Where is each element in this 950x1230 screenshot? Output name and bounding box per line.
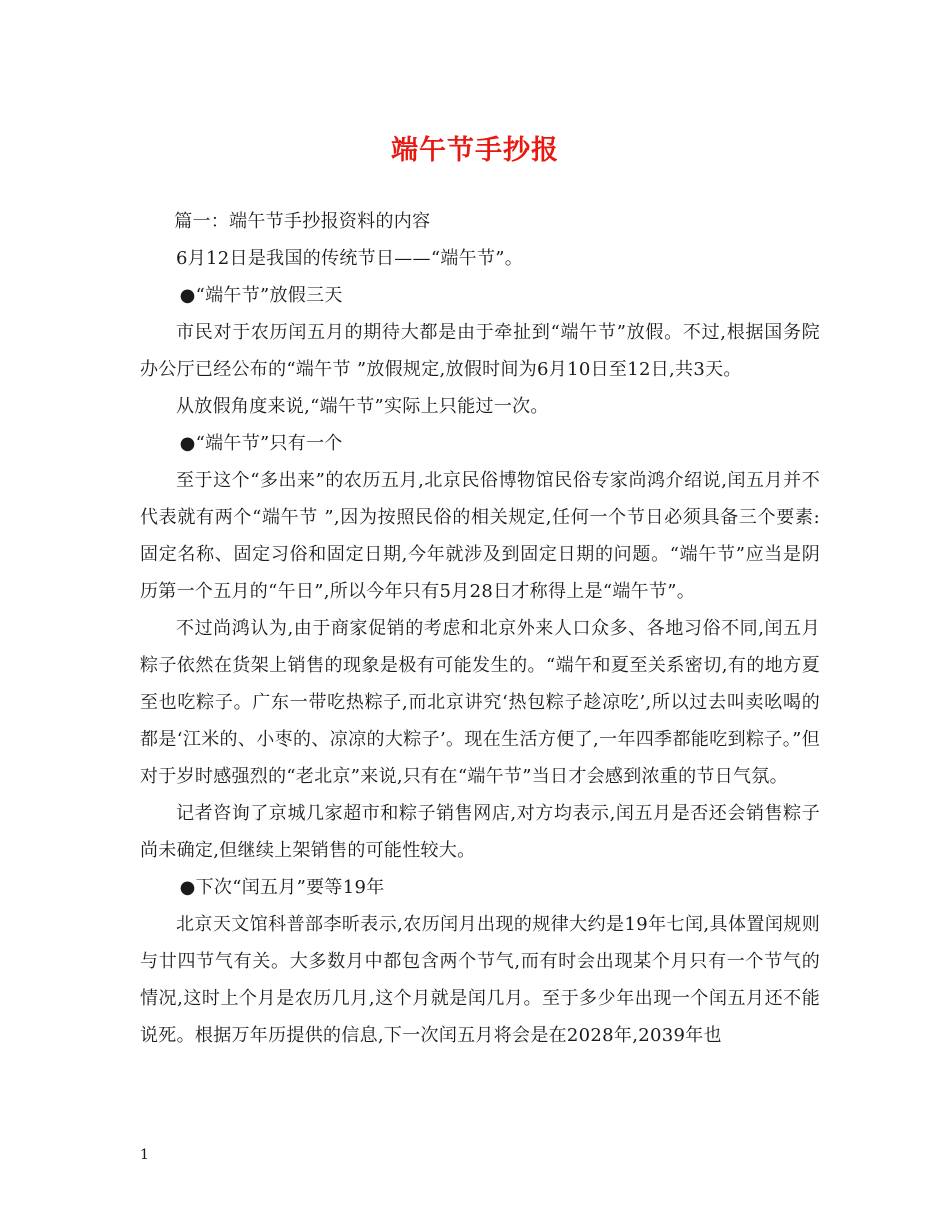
paragraph: 至于这个“多出来”的农历五月,北京民俗博物馆民俗专家尚鸿介绍说,闰五月并不代表就有两个“端午节 ”,因为按照民俗的相关规定,任何一个节日必须具备三个要素:固定名称、固定习俗和固定日期,今年就涉及到固定日期的问题。“端午节”应当是阴历第一个五月的“午日”,所以今年只有5月28日才称得上是“端午节”。 (140, 470, 820, 602)
paragraph: 从放假角度来说,“端午节”实际上只能过一次。 (176, 396, 549, 417)
document-body (140, 203, 820, 1054)
paragraph: 6月12日是我国的传统节日——“端午节”。 (176, 248, 524, 269)
paragraph: 北京天文馆科普部李昕表示,农历闰月出现的规律大约是19年七闰,具体置闰规则与廿四节气有关。大多数月中都包含两个节气,而有时会出现某个月只有一个节气的情况,这时上个月是农历几月,这个月就是闰几月。至于多少年出现一个闰五月还不能说死。根据万年历提供的信息,下一次闰五月将会是在2028年,2039年也 (140, 914, 820, 1046)
bullet-heading: ●下次“闰五月”要等19年 (179, 877, 385, 898)
paragraph: 市民对于农历闰五月的期待大都是由于牵扯到“端午节”放假。不过,根据国务院办公厅已经公布的“端午节 ”放假规定,放假时间为6月10日至12日,共3天。 (140, 322, 820, 380)
paragraph: 记者咨询了京城几家超市和粽子销售网店,对方均表示,闰五月是否还会销售粽子尚未确定,但继续上架销售的可能性较大。 (140, 803, 820, 861)
paragraph: 不过尚鸿认为,由于商家促销的考虑和北京外来人口众多、各地习俗不同,闰五月粽子依然在货架上销售的现象是极有可能发生的。“端午和夏至关系密切,有的地方夏至也吃粽子。广东一带吃热粽子,而北京讲究‘热包粽子趁凉吃’,所以过去叫卖吆喝的都是‘江米的、小枣的、凉凉的大粽子’。现在生活方便了,一年四季都能吃到粽子。”但对于岁时感强烈的“老北京”来说,只有在“端午节”当日才会感到浓重的节日气氛。 (140, 618, 820, 787)
page-number: 1 (140, 1147, 149, 1163)
bullet-heading: ●“端午节”放假三天 (179, 285, 343, 306)
section-heading: 篇一：端午节手抄报资料的内容 (174, 211, 431, 232)
bullet-heading: ●“端午节”只有一个 (179, 433, 343, 454)
document-title: 端午节手抄报 (391, 135, 559, 166)
